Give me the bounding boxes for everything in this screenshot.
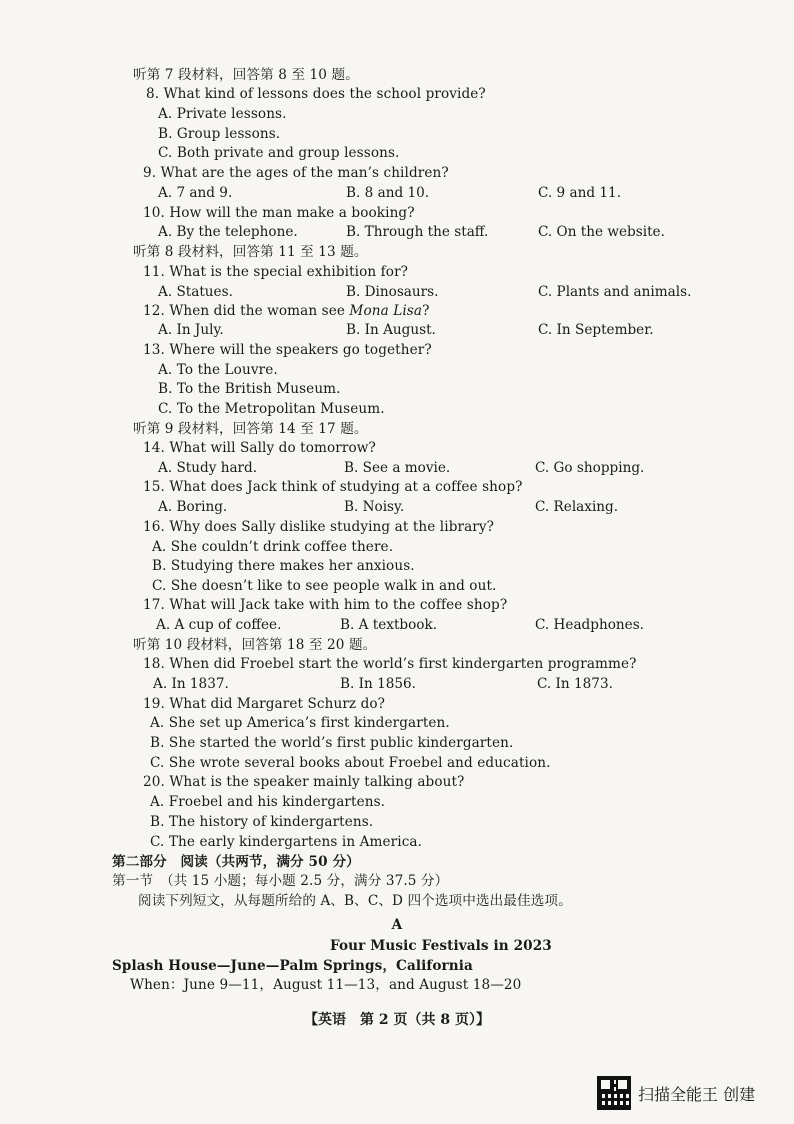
question-12-text: 12. When did the woman see bbox=[143, 303, 350, 319]
part2-heading: 第二部分 阅读（共两节，满分 50 分） bbox=[112, 854, 360, 870]
option: C. In September. bbox=[538, 322, 654, 338]
option: A. Froebel and his kindergartens. bbox=[150, 794, 386, 810]
festival-heading: Splash House—June—Palm Springs，California bbox=[112, 958, 473, 974]
question-8: 8. What kind of lessons does the school provide? bbox=[146, 86, 486, 102]
option: C. On the website. bbox=[538, 224, 665, 240]
section-header-p9: 听第 9 段材料，回答第 14 至 17 题。 bbox=[133, 421, 368, 437]
option: C. Go shopping. bbox=[535, 460, 645, 476]
qr-code-icon bbox=[597, 1076, 631, 1110]
question-12-title: Mona Lisa bbox=[349, 303, 423, 319]
question-16: 16. Why does Sally dislike studying at the library? bbox=[143, 519, 495, 535]
passage-title: Four Music Festivals in 2023 bbox=[330, 938, 552, 954]
option: C. Both private and group lessons. bbox=[158, 145, 400, 161]
option: B. A textbook. bbox=[340, 617, 438, 633]
festival-when: When：June 9—11，August 11—13，and August 18—20 bbox=[130, 977, 522, 993]
option: A. She couldn’t drink coffee there. bbox=[152, 539, 394, 555]
option: A. In 1837. bbox=[153, 676, 229, 692]
option: A. Statues. bbox=[158, 284, 233, 300]
section-header-p8: 听第 8 段材料，回答第 11 至 13 题。 bbox=[133, 244, 368, 260]
option: B. Studying there makes her anxious. bbox=[152, 558, 415, 574]
question-12 bbox=[143, 302, 429, 321]
option: A. In July. bbox=[158, 322, 224, 338]
question-14: 14. What will Sally do tomorrow? bbox=[143, 440, 376, 456]
option: C. To the Metropolitan Museum. bbox=[158, 401, 385, 417]
option: B. See a movie. bbox=[344, 460, 451, 476]
option: A. Private lessons. bbox=[158, 106, 287, 122]
section-header-p7: 听第 7 段材料，回答第 8 至 10 题。 bbox=[133, 67, 359, 83]
option: A. Study hard. bbox=[158, 460, 258, 476]
question-17: 17. What will Jack take with him to the coffee shop? bbox=[143, 597, 508, 613]
option: C. Relaxing. bbox=[535, 499, 619, 515]
option: C. She wrote several books about Froebel and education. bbox=[150, 755, 551, 771]
question-11: 11. What is the special exhibition for? bbox=[143, 264, 409, 280]
option: C. The early kindergartens in America. bbox=[150, 834, 423, 850]
option: C. 9 and 11. bbox=[538, 185, 622, 201]
option: B. To the British Museum. bbox=[158, 381, 341, 397]
option: A. To the Louvre. bbox=[158, 362, 278, 378]
section1-heading: 第一节 （共 15 小题；每小题 2.5 分，满分 37.5 分） bbox=[112, 873, 449, 889]
option: B. In August. bbox=[346, 322, 436, 338]
question-20: 20. What is the speaker mainly talking about? bbox=[143, 774, 465, 790]
option: A. Boring. bbox=[158, 499, 228, 515]
option: B. Noisy. bbox=[344, 499, 405, 515]
option: A. She set up America’s first kindergarten. bbox=[150, 715, 450, 731]
reading-instruction: 阅读下列短文，从每题所给的 A、B、C、D 四个选项中选出最佳选项。 bbox=[138, 893, 572, 909]
option: B. 8 and 10. bbox=[346, 185, 430, 201]
question-9: 9. What are the ages of the man’s children? bbox=[143, 165, 449, 181]
option: A. By the telephone. bbox=[158, 224, 298, 240]
section-header-p10: 听第 10 段材料，回答第 18 至 20 题。 bbox=[133, 637, 377, 653]
option: C. Headphones. bbox=[535, 617, 645, 633]
scanner-watermark: 扫描全能王 创建 bbox=[638, 1085, 756, 1104]
question-18: 18. When did Froebel start the world’s first kindergarten programme? bbox=[143, 656, 637, 672]
question-13: 13. Where will the speakers go together? bbox=[143, 342, 432, 358]
page-footer: 【英语 第 2 页（共 8 页）】 bbox=[304, 1012, 490, 1028]
option: B. Dinosaurs. bbox=[346, 284, 439, 300]
question-12-end: ? bbox=[422, 303, 430, 319]
option: A. A cup of coffee. bbox=[156, 617, 282, 633]
option: C. She doesn’t like to see people walk in and out. bbox=[152, 578, 497, 594]
passage-letter: A bbox=[391, 917, 403, 933]
question-15: 15. What does Jack think of studying at a coffee shop? bbox=[143, 479, 523, 495]
option: B. Group lessons. bbox=[158, 126, 281, 142]
question-19: 19. What did Margaret Schurz do? bbox=[143, 696, 386, 712]
option: B. Through the staff. bbox=[346, 224, 489, 240]
option: B. In 1856. bbox=[340, 676, 416, 692]
option: A. 7 and 9. bbox=[158, 185, 233, 201]
option: B. The history of kindergartens. bbox=[150, 814, 374, 830]
option: C. In 1873. bbox=[537, 676, 613, 692]
option: B. She started the world’s first public kindergarten. bbox=[150, 735, 514, 751]
question-10: 10. How will the man make a booking? bbox=[143, 205, 415, 221]
option: C. Plants and animals. bbox=[538, 284, 692, 300]
